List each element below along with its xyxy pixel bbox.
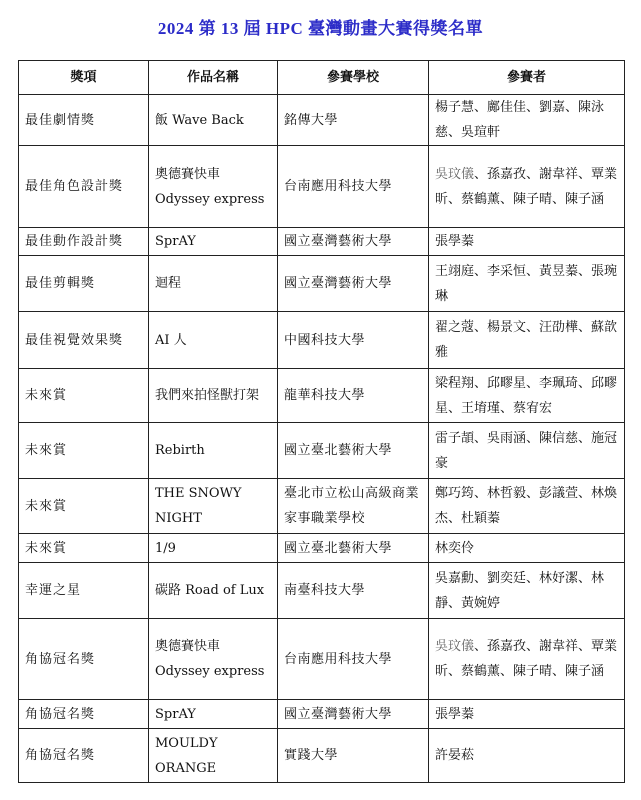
participant-list: 、孫嘉孜、謝韋祥、覃業昕、蔡鶴薰、陳子晴、陳子涵 xyxy=(435,166,618,207)
school-cell: 國立臺灣藝術大學 xyxy=(278,700,429,729)
participants-cell: 王翊庭、李采恒、黃昱蓁、張琬琳 xyxy=(429,256,625,312)
header-work: 作品名稱 xyxy=(149,61,278,95)
table-row xyxy=(19,369,625,423)
school-cell: 南臺科技大學 xyxy=(278,563,429,619)
school-cell: 台南應用科技大學 xyxy=(278,619,429,700)
award-cell: 最佳視覺效果獎 xyxy=(19,312,149,369)
work-cell: MOULDY ORANGE xyxy=(149,729,278,783)
table-header-row xyxy=(19,61,625,95)
participants-cell: 吳嘉勳、劉奕廷、林妤潔、林靜、黃婉婷 xyxy=(429,563,625,619)
header-participants: 參賽者 xyxy=(429,61,625,95)
work-cell: 奧德賽快車 Odyssey express xyxy=(149,619,278,700)
award-cell: 未來賞 xyxy=(19,423,149,479)
participants-cell xyxy=(429,619,625,700)
work-cell: SprAY xyxy=(149,700,278,729)
award-cell: 角協冠名獎 xyxy=(19,619,149,700)
participant-muted: 吳玟儀 xyxy=(435,166,475,182)
awards-table xyxy=(18,60,625,783)
participants-cell: 楊子慧、鄺佳佳、劉嘉、陳泳慈、吳瑄軒 xyxy=(429,95,625,146)
table-row xyxy=(19,479,625,534)
work-cell: 1/9 xyxy=(149,534,278,563)
participants-cell: 梁程翔、邱疁星、李珮琦、邱疁星、王堉瑾、蔡宥宏 xyxy=(429,369,625,423)
table-row xyxy=(19,146,625,228)
work-cell: THE SNOWY NIGHT xyxy=(149,479,278,534)
school-cell: 臺北市立松山高級商業家事職業學校 xyxy=(278,479,429,534)
award-cell: 角協冠名獎 xyxy=(19,700,149,729)
school-cell: 台南應用科技大學 xyxy=(278,146,429,228)
award-cell: 最佳角色設計獎 xyxy=(19,146,149,228)
school-cell: 國立臺灣藝術大學 xyxy=(278,228,429,256)
table-row xyxy=(19,312,625,369)
school-cell: 銘傳大學 xyxy=(278,95,429,146)
school-cell: 中國科技大學 xyxy=(278,312,429,369)
work-cell: 飯 Wave Back xyxy=(149,95,278,146)
participants-cell: 翟之蔻、楊景文、汪劭樺、蘇歆雅 xyxy=(429,312,625,369)
header-school: 參賽學校 xyxy=(278,61,429,95)
work-cell: SprAY xyxy=(149,228,278,256)
participants-cell: 張學蓁 xyxy=(429,228,625,256)
table-row xyxy=(19,95,625,146)
work-cell: Rebirth xyxy=(149,423,278,479)
table-row xyxy=(19,700,625,729)
school-cell: 國立臺北藝術大學 xyxy=(278,423,429,479)
participants-cell: 鄭巧筠、林哲毅、彭議萱、林煥杰、杜穎蓁 xyxy=(429,479,625,534)
table-row xyxy=(19,228,625,256)
award-cell: 幸運之星 xyxy=(19,563,149,619)
header-award: 獎項 xyxy=(19,61,149,95)
table-row xyxy=(19,619,625,700)
table-row xyxy=(19,534,625,563)
award-cell: 未來賞 xyxy=(19,369,149,423)
participants-cell: 許晏菘 xyxy=(429,729,625,783)
participant-muted: 吳玟儀 xyxy=(435,639,475,654)
award-cell: 未來賞 xyxy=(19,479,149,534)
table-row xyxy=(19,563,625,619)
work-cell: 我們來拍怪獸打架 xyxy=(149,369,278,423)
school-cell: 龍華科技大學 xyxy=(278,369,429,423)
work-cell: AI 人 xyxy=(149,312,278,369)
participants-cell xyxy=(429,146,625,228)
work-cell: 奧德賽快車 Odyssey express xyxy=(149,146,278,228)
school-cell: 國立臺灣藝術大學 xyxy=(278,256,429,312)
work-cell: 碳路 Road of Lux xyxy=(149,563,278,619)
participants-cell: 林奕伶 xyxy=(429,534,625,563)
school-cell: 國立臺北藝術大學 xyxy=(278,534,429,563)
award-cell: 最佳動作設計獎 xyxy=(19,228,149,256)
award-cell: 最佳劇情獎 xyxy=(19,95,149,146)
award-cell: 角協冠名獎 xyxy=(19,729,149,783)
work-cell: 迴程 xyxy=(149,256,278,312)
table-row xyxy=(19,256,625,312)
participants-cell: 張學蓁 xyxy=(429,700,625,729)
page-title: 2024 第 13 屆 HPC 臺灣動畫大賽得獎名單 xyxy=(157,19,484,38)
participants-cell: 雷子頡、吳雨涵、陳信慈、施冠豪 xyxy=(429,423,625,479)
participant-list: 、孫嘉孜、謝韋祥、覃業昕、蔡鶴薰、陳子晴、陳子涵 xyxy=(435,639,618,679)
table-row xyxy=(19,729,625,783)
table-row xyxy=(19,423,625,479)
school-cell: 實踐大學 xyxy=(278,729,429,783)
award-cell: 未來賞 xyxy=(19,534,149,563)
award-cell: 最佳剪輯獎 xyxy=(19,256,149,312)
